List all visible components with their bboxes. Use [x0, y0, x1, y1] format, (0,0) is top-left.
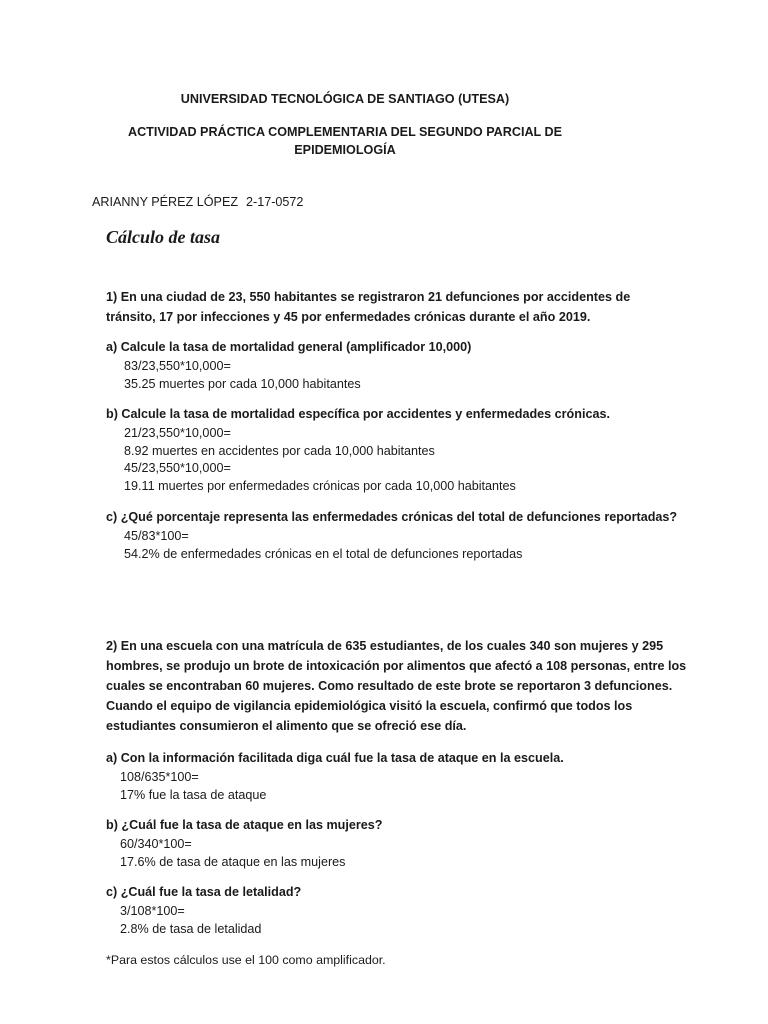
q2a-question: a) Con la información facilitada diga cuál fue la tasa de ataque en la escuela.	[106, 751, 564, 765]
answer-line: 2.8% de tasa de letalidad	[120, 921, 262, 936]
q2b-answer	[120, 836, 345, 871]
q2b-question: b) ¿Cuál fue la tasa de ataque en las mujeres?	[106, 818, 383, 832]
q1-statement-line: tránsito, 17 por infecciones y 45 por enfermedades crónicas durante el año 2019.	[106, 310, 591, 324]
student-name: ARIANNY PÉREZ LÓPEZ	[92, 195, 239, 209]
q2-statement-line: estudiantes consumieron el alimento que se ofreció ese día.	[106, 719, 467, 733]
amplifier-note: *Para estos cálculos use el 100 como amplificador.	[106, 953, 386, 967]
q2c-question: c) ¿Cuál fue la tasa de letalidad?	[106, 885, 302, 899]
q1a-question: a) Calcule la tasa de mortalidad general (amplificador 10,000)	[106, 340, 472, 354]
q1-statement-line: 1) En una ciudad de 23, 550 habitantes se registraron 21 defunciones por accidentes de	[106, 290, 631, 304]
university-title: UNIVERSIDAD TECNOLÓGICA DE SANTIAGO (UTESA)	[180, 92, 510, 106]
answer-line: 8.92 muertes en accidentes por cada 10,000 habitantes	[124, 443, 435, 458]
q2-statement-line: hombres, se produjo un brote de intoxicación por alimentos que afectó a 108 personas, entre los	[106, 659, 687, 673]
answer-line: 60/340*100=	[120, 837, 192, 851]
student-id: 2-17-0572	[246, 195, 304, 209]
answer-line: 3/108*100=	[120, 904, 185, 918]
answer-line: 54.2% de enfermedades crónicas en el total de defunciones reportadas	[124, 546, 523, 561]
answer-line: 17% fue la tasa de ataque	[120, 787, 267, 802]
q2c-answer	[120, 903, 261, 938]
q2-statement-line: 2) En una escuela con una matrícula de 635 estudiantes, de los cuales 340 son mujeres y 295	[106, 639, 664, 653]
q1b-question: b) Calcule la tasa de mortalidad específica por accidentes y enfermedades crónicas.	[106, 407, 610, 421]
q2-statement-line: cuales se encontraban 60 mujeres. Como resultado de este brote se reportaron 3 defunciones.	[106, 679, 673, 693]
answer-line: 83/23,550*10,000=	[124, 359, 231, 373]
answer-line: 17.6% de tasa de ataque en las mujeres	[120, 854, 346, 869]
q1b-answer	[124, 425, 516, 495]
answer-line: 108/635*100=	[120, 770, 199, 784]
q1-statement	[106, 287, 630, 327]
answer-line: 21/23,550*10,000=	[124, 426, 231, 440]
answer-line: 19.11 muertes por enfermedades crónicas por cada 10,000 habitantes	[124, 478, 516, 493]
q2-statement	[106, 636, 686, 736]
section-title: Cálculo de tasa	[106, 227, 221, 247]
activity-title-line1: ACTIVIDAD PRÁCTICA COMPLEMENTARIA DEL SEGUNDO PARCIAL DE	[127, 125, 563, 139]
q1c-answer	[124, 528, 522, 563]
q2a-answer	[120, 769, 266, 804]
activity-title-line2: EPIDEMIOLOGÍA	[294, 143, 396, 157]
answer-line: 45/83*100=	[124, 529, 189, 543]
q1c-question: c) ¿Qué porcentaje representa las enfermedades crónicas del total de defunciones reportadas?	[106, 510, 678, 524]
q1a-answer	[124, 358, 361, 393]
answer-line: 35.25 muertes por cada 10,000 habitantes	[124, 376, 361, 391]
q2-statement-line: Cuando el equipo de vigilancia epidemiológica visitó la escuela, confirmó que todos los	[106, 699, 633, 713]
answer-line: 45/23,550*10,000=	[124, 461, 231, 475]
